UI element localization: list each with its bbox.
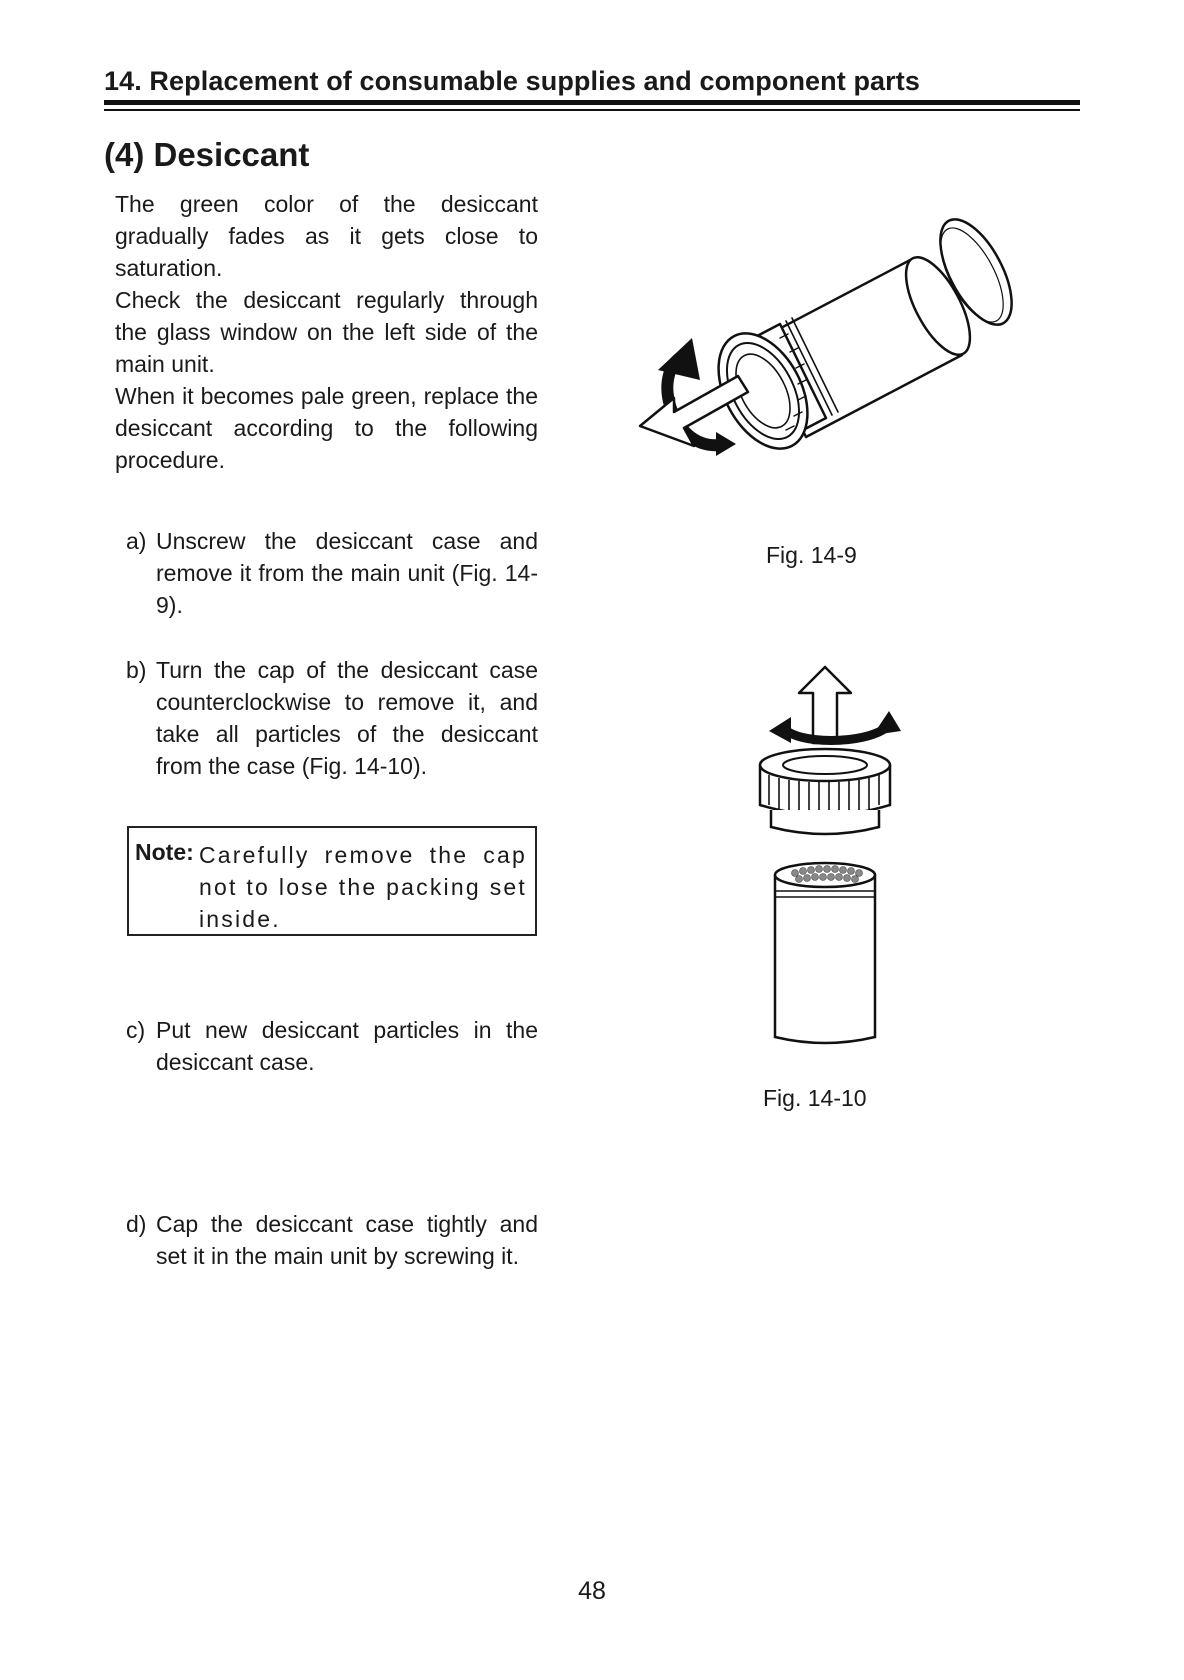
- step-d: [126, 1208, 538, 1272]
- note-text: Carefully remove the cap not to lose the packing set inside.: [199, 842, 527, 932]
- intro-text: [115, 188, 538, 476]
- step-label: c): [126, 1017, 146, 1043]
- desiccant-case-unscrew-illustration: [630, 220, 1030, 500]
- intro-paragraph: When it becomes pale green, replace the desiccant according to the following procedure.: [115, 383, 538, 473]
- section-title: (4) Desiccant: [104, 136, 310, 173]
- step-a: [126, 525, 538, 621]
- intro-paragraph: Check the desiccant regularly through the glass window on the left side of the main unit.: [115, 287, 538, 377]
- chapter-title: 14. Replacement of consumable supplies and component parts: [104, 66, 920, 96]
- note-box: [127, 826, 537, 936]
- step-label: b): [126, 657, 147, 683]
- intro-paragraph: The green color of the desiccant gradually fades as it gets close to saturation.: [115, 191, 538, 281]
- step-label: a): [126, 528, 147, 554]
- header-rule-thick: [104, 100, 1080, 105]
- step-text: Turn the cap of the desiccant case counterclockwise to remove it, and take all particles of the desiccant from the case (Fig. 14-10).: [156, 657, 538, 779]
- page-number: 48: [578, 1577, 606, 1605]
- header-rule-thin: [104, 109, 1080, 111]
- step-b: [126, 654, 538, 782]
- step-c: [126, 1014, 538, 1078]
- step-label: d): [126, 1211, 147, 1237]
- desiccant-cap-removal-illustration: [755, 665, 915, 1055]
- step-text: Put new desiccant particles in the desiccant case.: [156, 1017, 538, 1075]
- note-label: Note:: [135, 839, 194, 865]
- figure-caption: Fig. 14-9: [766, 542, 857, 568]
- step-text: Unscrew the desiccant case and remove it from the main unit (Fig. 14-9).: [156, 528, 538, 618]
- step-text: Cap the desiccant case tightly and set it in the main unit by screwing it.: [156, 1211, 538, 1269]
- figure-caption: Fig. 14-10: [763, 1085, 867, 1111]
